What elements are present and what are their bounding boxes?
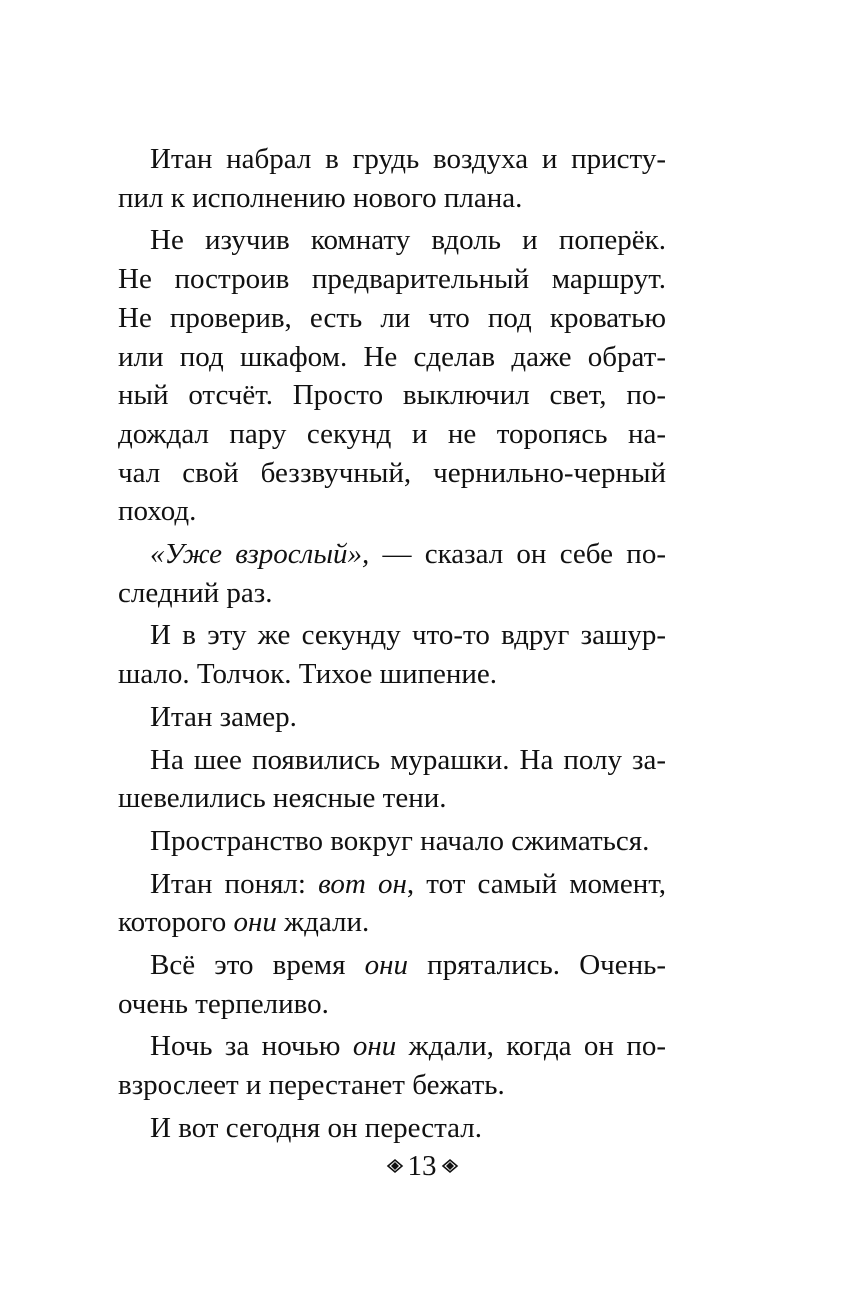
page-number-value: 13 — [407, 1149, 437, 1182]
italic-emphasis: они — [364, 949, 408, 982]
ornament-right-icon — [441, 1157, 459, 1175]
text-fragment: Всё это время — [150, 949, 365, 982]
text-fragment: ждали. — [276, 906, 370, 939]
text-line: Итан замер. — [150, 700, 297, 733]
text-line: очень терпеливо. — [118, 987, 329, 1020]
text-fragment: ждали, когда он по- — [396, 1030, 666, 1063]
paragraph — [118, 741, 666, 818]
paragraph — [118, 822, 666, 861]
text-line: чал свой беззвучный, чернильно-черный — [118, 456, 666, 489]
paragraph — [118, 140, 666, 217]
text-line: шало. Толчок. Тихое шипение. — [118, 658, 498, 691]
text-line: Не изучив комнату вдоль и поперёк. — [150, 224, 666, 257]
text-line — [118, 1027, 666, 1066]
text-fragment: прятались. Очень- — [408, 949, 666, 982]
text-fragment: Ночь за ночью — [150, 1030, 353, 1063]
text-fragment: , тот самый момент, — [406, 867, 666, 900]
paragraph — [118, 221, 666, 531]
text-line: ный отсчёт. Просто выключил свет, по- — [118, 379, 666, 412]
ornament-left-icon — [386, 1157, 404, 1175]
text-line: поход. — [118, 495, 197, 528]
paragraph — [118, 865, 666, 942]
page-number — [0, 1148, 844, 1183]
text-fragment: — сказал он себе по- — [369, 538, 666, 571]
text-line: На шее появились мурашки. На полу за- — [150, 743, 666, 776]
text-line — [118, 946, 666, 985]
text-fragment: которого — [118, 906, 234, 939]
text-line: или под шкафом. Не сделав даже обрат- — [118, 340, 666, 373]
text-line: Итан набрал в грудь воздуха и присту- — [150, 143, 666, 175]
paragraph — [118, 1109, 666, 1148]
text-line: Пространство вокруг начало сжиматься. — [150, 824, 650, 857]
paragraph — [118, 1027, 666, 1104]
italic-emphasis: они — [233, 906, 277, 939]
text-line — [118, 865, 666, 904]
text-line: дождал пару секунд и не торопясь на- — [118, 417, 666, 450]
body-text — [118, 140, 666, 1148]
text-line: шевелились неясные тени. — [118, 782, 447, 815]
text-line: Не проверив, есть ли что под кроватью — [118, 301, 666, 334]
text-fragment: Итан понял: — [150, 867, 319, 900]
text-line: И в эту же секунду что-то вдруг зашур- — [150, 619, 666, 652]
italic-quote: «Уже взрослый», — [150, 538, 370, 571]
italic-emphasis: вот он — [318, 867, 407, 900]
paragraph — [118, 616, 666, 693]
text-line: следний раз. — [118, 576, 273, 609]
paragraph — [118, 698, 666, 737]
paragraph — [118, 535, 666, 612]
paragraph — [118, 946, 666, 1023]
text-line: И вот сегодня он перестал. — [150, 1111, 483, 1144]
text-line — [118, 903, 666, 942]
text-line — [118, 535, 666, 574]
text-line: пил к исполнению нового плана. — [118, 181, 523, 214]
italic-emphasis: они — [352, 1030, 397, 1063]
text-line: взрослеет и перестанет бежать. — [118, 1069, 505, 1102]
text-line: Не построив предварительный маршрут. — [118, 263, 666, 296]
